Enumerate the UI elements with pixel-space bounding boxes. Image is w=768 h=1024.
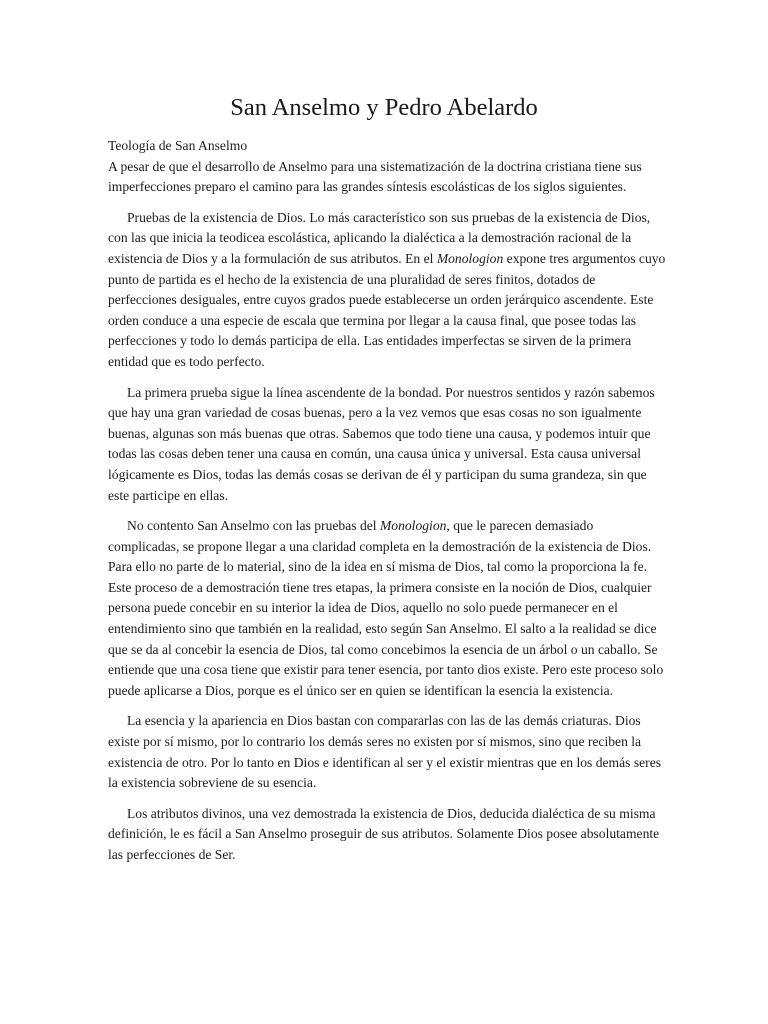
- paragraph-proofs-text-b: expone tres argumentos cuyo punto de partida es el hecho de la existencia de una pluralidad de seres finitos, dotados de perfecciones desiguales, entre cuyos grados puede establecerse un orden jerárquico ascendente. Este orden conduce a una especie de escala que termina por llegar a la causa final, que posee todas las perfecciones y todo lo demás participa de ella. Las entidades imperfectas se sirven de la primera entidad que es todo perfecto.: [108, 250, 666, 369]
- paragraph-proofs-text-a: Pruebas de la existencia de Dios. Lo más característico son sus pruebas de la existencia de Dios, con las que inicia la teodicea escolástica, aplicando la dialéctica a la demostración racional de la existencia de Dios y a la formulación de sus atributos. En el: [108, 209, 651, 266]
- document-body: [108, 136, 666, 876]
- paragraph-first-proof: La primera prueba sigue la línea ascendente de la bondad. Por nuestros sentidos y razón sabemos que hay una gran variedad de cosas buenas, pero a la vez vemos que esas cosas no son igualmente buenas, algunas son más buenas que otras. Sabemos que todo tiene una causa, y podemos intuir que todas las cosas deben tener una causa en común, una causa única y universal. Esta causa universal lógicamente es Dios, todas las demás cosas se derivan de él y participan du suma grandeza, sin que este participe en ellas.: [108, 384, 655, 503]
- paragraph-attributes: Los atributos divinos, una vez demostrada la existencia de Dios, deducida dialéctica de su misma definición, le es fácil a San Anselmo proseguir de sus atributos. Solamente Dios posee absolutamente las perfecciones de Ser.: [108, 805, 660, 862]
- monologion-title: Monologion: [436, 250, 504, 266]
- intro-paragraph: A pesar de que el desarrollo de Anselmo para una sistematización de la doctrina cristiana tiene sus imperfecciones preparo el camino para las grandes síntesis escolásticas de los siglos siguientes.: [108, 158, 642, 195]
- intro-block: [108, 136, 666, 198]
- paragraph-essence: La esencia y la apariencia en Dios bastan con compararlas con las de las demás criaturas. Dios existe por sí mismo, por lo contrario los demás seres no existen por sí mismos, sino que reciben la existencia de otro. Por lo tanto en Dios e identifican al ser y el existir mientras que en los demás seres la existencia sobreviene de su esencia.: [108, 713, 662, 791]
- section-heading: Teología de San Anselmo: [108, 138, 248, 153]
- document-title: San Anselmo y Pedro Abelardo: [230, 94, 538, 121]
- paragraph-proslogion-text-a: No contento San Anselmo con las pruebas del: [127, 518, 380, 534]
- monologion-title-2: Monologion: [379, 518, 447, 534]
- paragraph-proslogion: [108, 516, 666, 701]
- paragraph-proofs: [108, 208, 666, 373]
- paragraph-proslogion-text-b: , que le parecen demasiado complicadas, se propone llegar a una claridad completa en la demostración de la existencia de Dios. Para ello no parte de lo material, sino de la idea en sí misma de Dios, tal como la proporciona la fe. Este proceso de a demostración tiene tres etapas, la primera consiste en la noción de Dios, cualquier persona puede concebir en su interior la idea de Dios, aquello no solo puede permanecer en el entendimiento sino que también en la realidad, esto según San Anselmo. El salto a la realidad se dice que se da al concebir la esencia de Dios, tal como concebimos la esencia de un árbol o un caballo. Se entiende que una cosa tiene que existir para tener esencia, por tanto dios existe. Pero este proceso solo puede aplicarse a Dios, porque es el único ser en quien se identifican la esencia la existencia.: [108, 518, 664, 698]
